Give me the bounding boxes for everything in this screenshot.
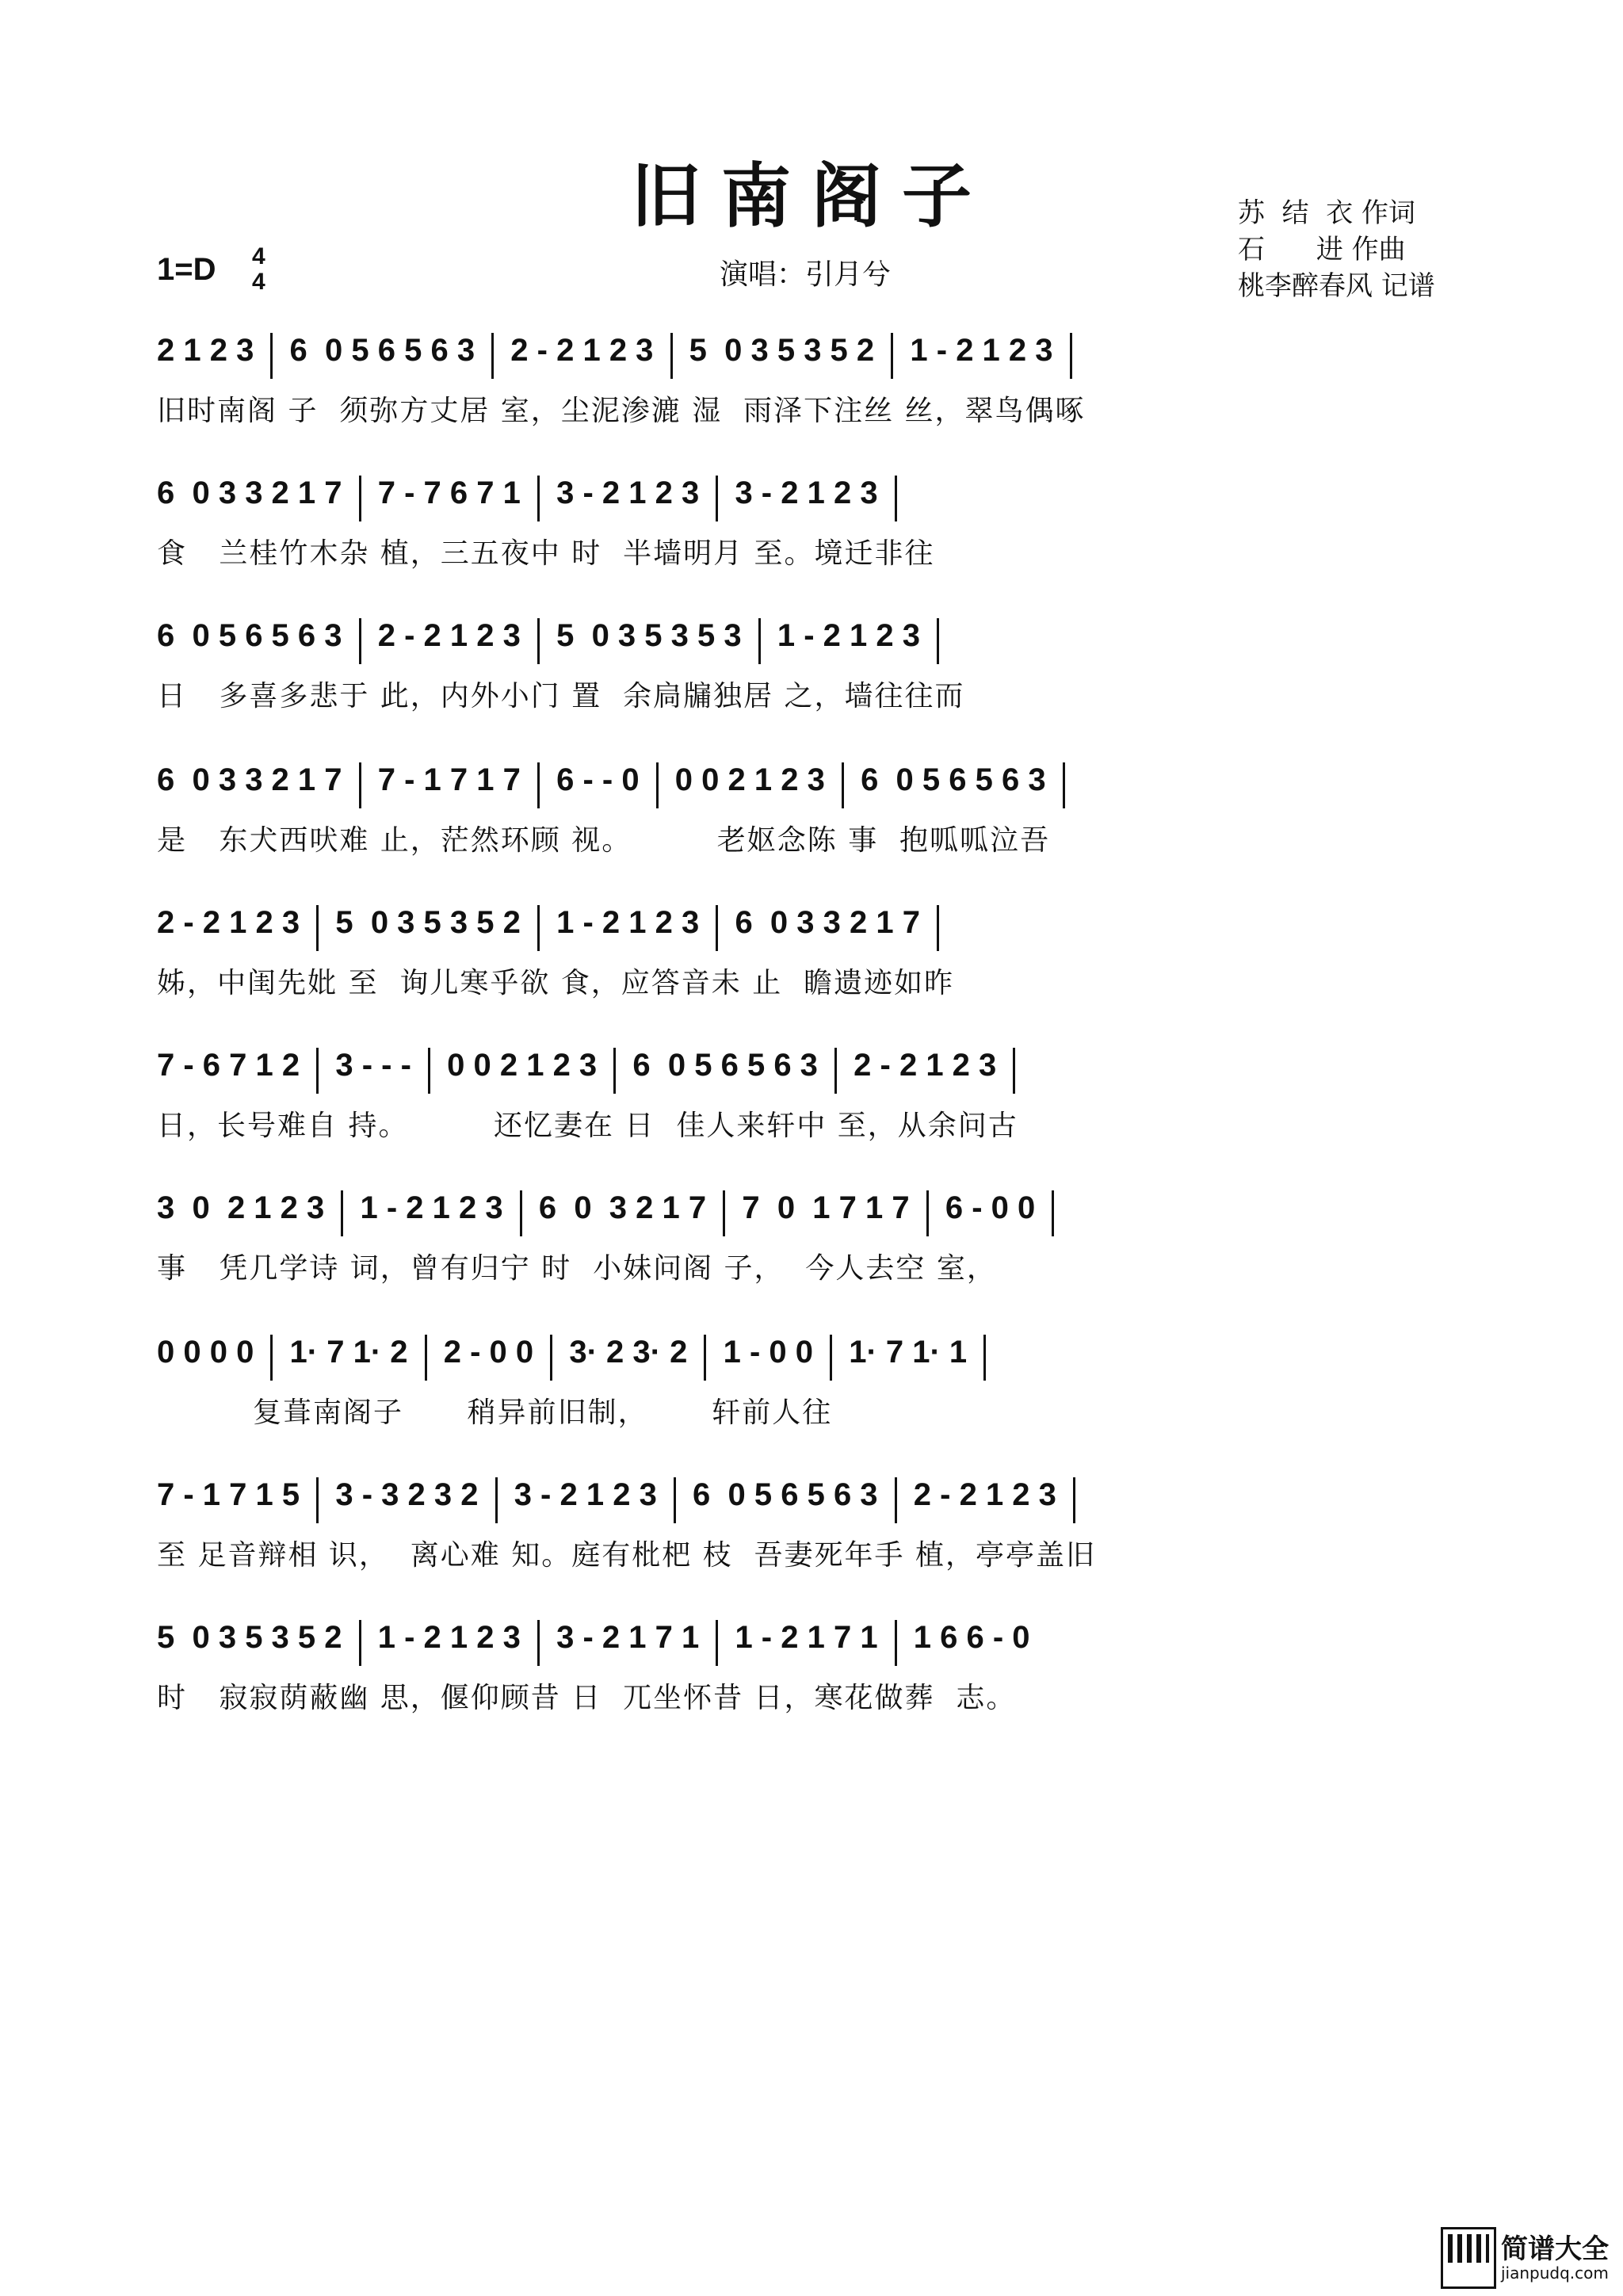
bar-line	[425, 1335, 427, 1381]
transcriber-credit: 桃李醉春风 记谱	[1238, 270, 1435, 302]
measure: 3 0 2 1 2 3	[157, 1190, 334, 1225]
time-signature	[252, 244, 265, 295]
bar-line	[537, 762, 540, 808]
measure: 7 0 1 7 1 7	[733, 1190, 918, 1225]
bar-line	[316, 905, 319, 951]
measure: 3· 2 3· 2	[560, 1335, 697, 1370]
measure: 6 0 5 6 5 6 3	[157, 618, 351, 653]
measure: 3 - 2 1 7 1	[547, 1620, 708, 1655]
bar-line	[1073, 1477, 1075, 1523]
lyrics-line: 时 寂寂荫蔽幽 思，偃仰顾昔 日 兀坐怀昔 日，寒花做葬 志。	[157, 1682, 1017, 1714]
measure: 1· 7 1· 2	[281, 1335, 417, 1370]
bar-line	[537, 618, 540, 664]
bar-line	[656, 762, 659, 808]
measure: 7 - 1 7 1 5	[157, 1477, 309, 1512]
time-bottom: 4	[252, 269, 265, 295]
notation-line	[157, 1190, 1472, 1238]
page-title: 旧南阁子	[630, 155, 992, 237]
measure: 6 0 5 6 5 6 3	[624, 1048, 827, 1083]
bar-line	[359, 476, 361, 521]
measure: 7 - 7 6 7 1	[369, 476, 529, 510]
bar-line	[613, 1048, 616, 1094]
measure: 5 0 3 5 3 5 2	[157, 1620, 351, 1655]
measure: 6 0 3 3 2 1 7	[726, 905, 930, 940]
measure: 6 0 3 2 1 7	[529, 1190, 716, 1225]
brand-logo	[1441, 2227, 1615, 2290]
bar-line	[270, 1335, 273, 1381]
measure: 6 0 3 3 2 1 7	[157, 476, 351, 510]
measure: 2 - 2 1 2 3	[845, 1048, 1006, 1083]
measure: 1 - 2 1 2 3	[768, 618, 930, 653]
bar-line	[1052, 1190, 1054, 1236]
bar-line	[716, 476, 718, 521]
measure: 6 0 5 6 5 6 3	[683, 1477, 887, 1512]
measure: 2 1 2 3	[157, 333, 263, 368]
notation-line	[157, 1048, 1472, 1095]
measure: 2 - 0 0	[434, 1335, 543, 1370]
measure: 6 0 3 3 2 1 7	[157, 762, 351, 797]
brand-url: jianpudq.com	[1501, 2264, 1609, 2283]
notation-line	[157, 1477, 1472, 1525]
bar-line	[895, 1620, 897, 1666]
measure: 3 - 2 1 2 3	[726, 476, 887, 510]
score-row	[157, 1620, 1472, 1763]
lyrics-line: 至 足音辩相 识， 离心难 知。庭有枇杷 枝 吾妻死年手 植，亭亭盖旧	[157, 1539, 1096, 1572]
lyrics-line: 事 凭几学诗 词，曾有归宁 时 小妹问阁 子， 今人去空 室，	[157, 1252, 997, 1285]
measure: 1· 7 1· 1	[840, 1335, 976, 1370]
bar-line	[359, 618, 361, 664]
score-row	[157, 476, 1472, 618]
bar-line	[1013, 1048, 1015, 1094]
bar-line	[895, 1477, 897, 1523]
measure: 5 0 3 5 3 5 2	[327, 905, 529, 940]
measure: 1 - 2 1 7 1	[726, 1620, 887, 1655]
measure: 6 0 5 6 5 6 3	[281, 333, 484, 368]
score-row	[157, 762, 1472, 905]
bar-line	[674, 1477, 676, 1523]
bar-line	[937, 905, 939, 951]
bar-line	[316, 1048, 319, 1094]
bar-line	[520, 1190, 522, 1236]
notation-line	[157, 618, 1472, 666]
bar-line	[316, 1477, 319, 1523]
bar-line	[491, 333, 494, 379]
bar-line	[341, 1190, 343, 1236]
measure: 1 - 0 0	[714, 1335, 823, 1370]
notation-line	[157, 1620, 1472, 1668]
bar-line	[359, 1620, 361, 1666]
score-row	[157, 1335, 1472, 1477]
measure: 2 - 2 1 2 3	[157, 905, 309, 940]
bar-line	[926, 1190, 929, 1236]
lyrics-line: 旧时南阁 子 须弥方丈居 室，尘泥渗漉 湿 雨泽下注丝 丝，翠鸟偶啄	[157, 395, 1086, 427]
measure: 6 0 5 6 5 6 3	[851, 762, 1055, 797]
bar-line	[716, 1620, 718, 1666]
notation-line	[157, 905, 1472, 953]
bar-line	[723, 1190, 725, 1236]
bar-line	[842, 762, 844, 808]
measure: 1 - 2 1 2 3	[369, 1620, 529, 1655]
bar-line	[937, 618, 939, 664]
measure: 5 0 3 5 3 5 2	[680, 333, 884, 368]
brand-name: 简谱大全	[1501, 2233, 1609, 2265]
measure: 0 0 2 1 2 3	[666, 762, 834, 797]
key-signature: 1=D	[157, 252, 216, 287]
score-row	[157, 1477, 1472, 1620]
measure: 3 - - -	[327, 1048, 421, 1083]
bar-line	[1063, 762, 1065, 808]
measure: 1 6 6 - 0	[904, 1620, 1030, 1655]
measure: 1 - 2 1 2 3	[351, 1190, 512, 1225]
measure: 7 - 6 7 1 2	[157, 1048, 309, 1083]
lyricist-credit: 苏 结 衣 作词	[1238, 197, 1416, 229]
lyrics-line: 食 兰桂竹木杂 植，三五夜中 时 半墙明月 至。境迁非往	[157, 537, 935, 570]
composer-credit: 石 进 作曲	[1238, 234, 1406, 266]
time-top: 4	[252, 243, 265, 269]
credits	[1238, 195, 1435, 304]
lyrics-line: 复葺南阁子 稍异前旧制， 轩前人往	[157, 1396, 833, 1429]
measure: 3 - 2 1 2 3	[547, 476, 708, 510]
notation-line	[157, 1335, 1472, 1382]
bar-line	[1070, 333, 1072, 379]
score-row	[157, 618, 1472, 761]
measure: 0 0 0 0	[157, 1335, 263, 1370]
bar-line	[550, 1335, 552, 1381]
bar-line	[834, 1048, 837, 1094]
singer: 演唱：引月兮	[720, 258, 892, 291]
bar-line	[983, 1335, 986, 1381]
measure: 2 - 2 1 2 3	[502, 333, 663, 368]
measure: 0 0 2 1 2 3	[438, 1048, 606, 1083]
lyrics-line: 是 东犬西吠难 止，茫然环顾 视。 老妪念陈 事 抱呱呱泣吾	[157, 824, 1051, 857]
measure: 2 - 2 1 2 3	[904, 1477, 1066, 1512]
bar-line	[537, 905, 540, 951]
bar-line	[537, 1620, 540, 1666]
notation-line	[157, 476, 1472, 523]
bar-line	[716, 905, 718, 951]
measure: 7 - 1 7 1 7	[369, 762, 529, 797]
piano-icon	[1441, 2227, 1496, 2289]
bar-line	[670, 333, 673, 379]
measure: 3 - 2 1 2 3	[505, 1477, 666, 1512]
bar-line	[270, 333, 273, 379]
lyrics-line: 日，长号难自 持。 还忆妻在 日 佳人来轩中 至，从余问古	[157, 1110, 1018, 1142]
bar-line	[359, 762, 361, 808]
notation-line	[157, 333, 1472, 380]
measure: 2 - 2 1 2 3	[369, 618, 529, 653]
bar-line	[830, 1335, 832, 1381]
score-row	[157, 1190, 1472, 1333]
bar-line	[758, 618, 761, 664]
measure: 3 - 3 2 3 2	[327, 1477, 487, 1512]
bar-line	[895, 476, 897, 521]
measure: 1 - 2 1 2 3	[901, 333, 1062, 368]
score-row	[157, 1048, 1472, 1190]
score-row	[157, 905, 1472, 1048]
measure: 5 0 3 5 3 5 3	[547, 618, 750, 653]
lyrics-line: 姊，中闺先妣 至 询儿寒乎欲 食，应答音未 止 瞻遗迹如昨	[157, 967, 955, 999]
bar-line	[704, 1335, 706, 1381]
bar-line	[495, 1477, 498, 1523]
notation-line	[157, 762, 1472, 810]
lyrics-line: 日 多喜多悲于 此，内外小门 置 余扃牖独居 之，墙往往而	[157, 680, 965, 712]
bar-line	[428, 1048, 430, 1094]
measure: 6 - - 0	[547, 762, 648, 797]
score-row	[157, 333, 1472, 476]
measure: 1 - 2 1 2 3	[547, 905, 708, 940]
bar-line	[537, 476, 540, 521]
measure: 6 - 0 0	[936, 1190, 1044, 1225]
bar-line	[891, 333, 893, 379]
